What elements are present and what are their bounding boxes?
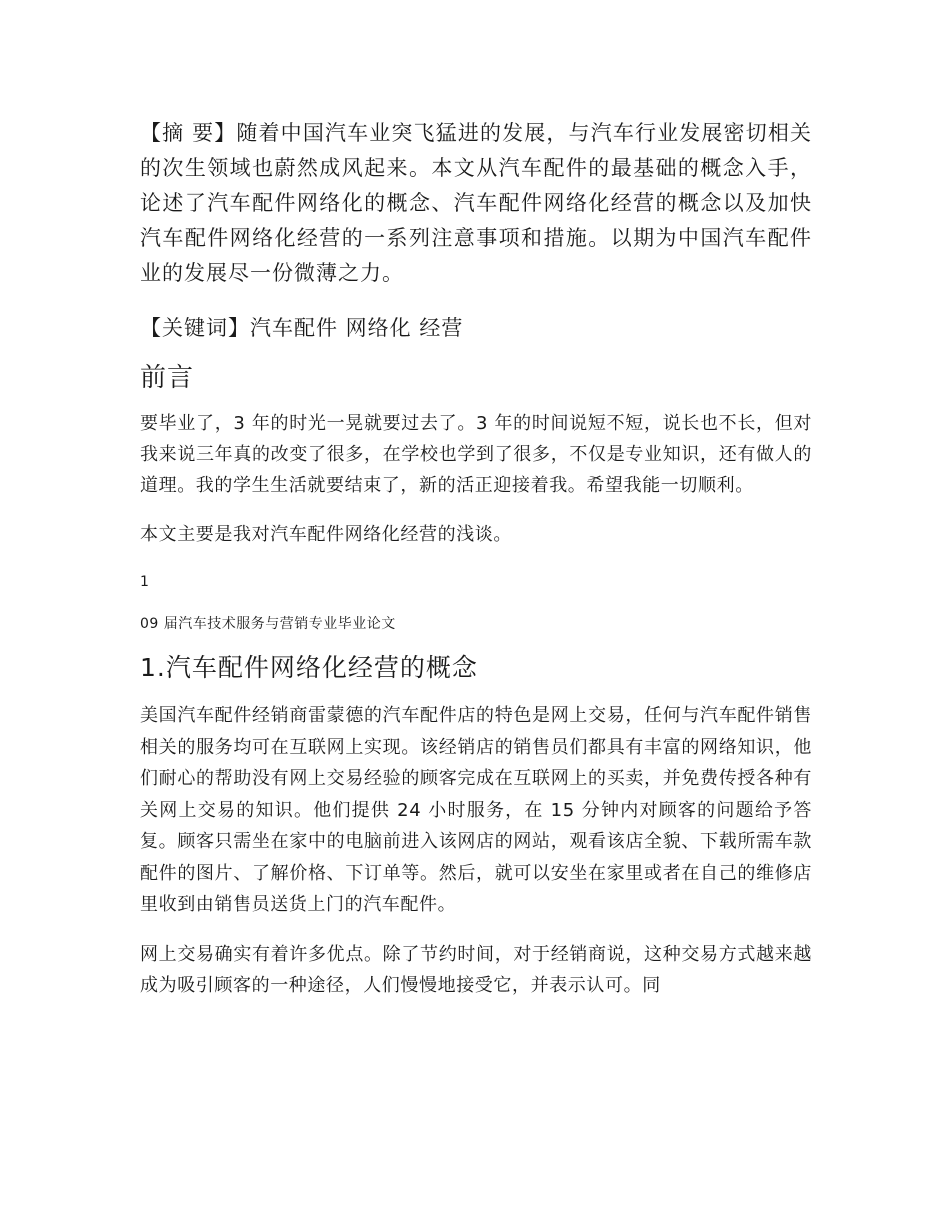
section-1-heading: 1.汽车配件网络化经营的概念	[140, 653, 478, 682]
section-1-paragraph-2: 网上交易确实有着许多优点。除了节约时间，对于经销商说，这种交易方式越来越成为吸引顾客的一种途径，人们慢慢地接受它，并表示认可。同	[140, 943, 812, 996]
preface-paragraph-1: 要毕业了，3 年的时光一晃就要过去了。3 年的时间说短不短，说长也不长，但对我来说三年真的改变了很多，在学校也学到了很多，不仅是专业知识，还有做人的道理。我的学生生活就要结束了，新的活正迎接着我。希望我能一切顺利。	[140, 413, 812, 496]
section-1-paragraph-1: 美国汽车配件经销商雷蒙德的汽车配件店的特色是网上交易，任何与汽车配件销售相关的服务均可在互联网上实现。该经销店的销售员们都具有丰富的网络知识，他们耐心的帮助没有网上交易经验的顾客完成在互联网上的买卖，并免费传授各种有关网上交易的知识。他们提供 24 小时服务，在 15 分钟内对顾客的问题给予答复。顾客只需坐在家中的电脑前进入该网店的网站，观看该店全貌、下载所需车款配件的图片、了解价格、下订单等。然后，就可以安坐在家里或者在自己的维修店里收到由销售员送货上门的汽车配件。	[140, 705, 812, 915]
running-header: 09 届汽车技术服务与营销专业毕业论文	[140, 616, 396, 632]
document-page	[140, 116, 812, 1002]
preface-heading: 前言	[140, 363, 195, 393]
keywords-line: 【关键词】汽车配件 网络化 经营	[140, 316, 464, 340]
page-number: 1	[140, 574, 149, 590]
abstract-paragraph: 【摘 要】随着中国汽车业突飞猛进的发展，与汽车行业发展密切相关的次生领域也蔚然成风起来。本文从汽车配件的最基础的概念入手，论述了汽车配件网络化的概念、汽车配件网络化经营的概念以及加快汽车配件网络化经营的一系列注意事项和措施。以期为中国汽车配件业的发展尽一份微薄之力。	[140, 121, 812, 285]
preface-paragraph-2: 本文主要是我对汽车配件网络化经营的浅谈。	[140, 524, 512, 545]
